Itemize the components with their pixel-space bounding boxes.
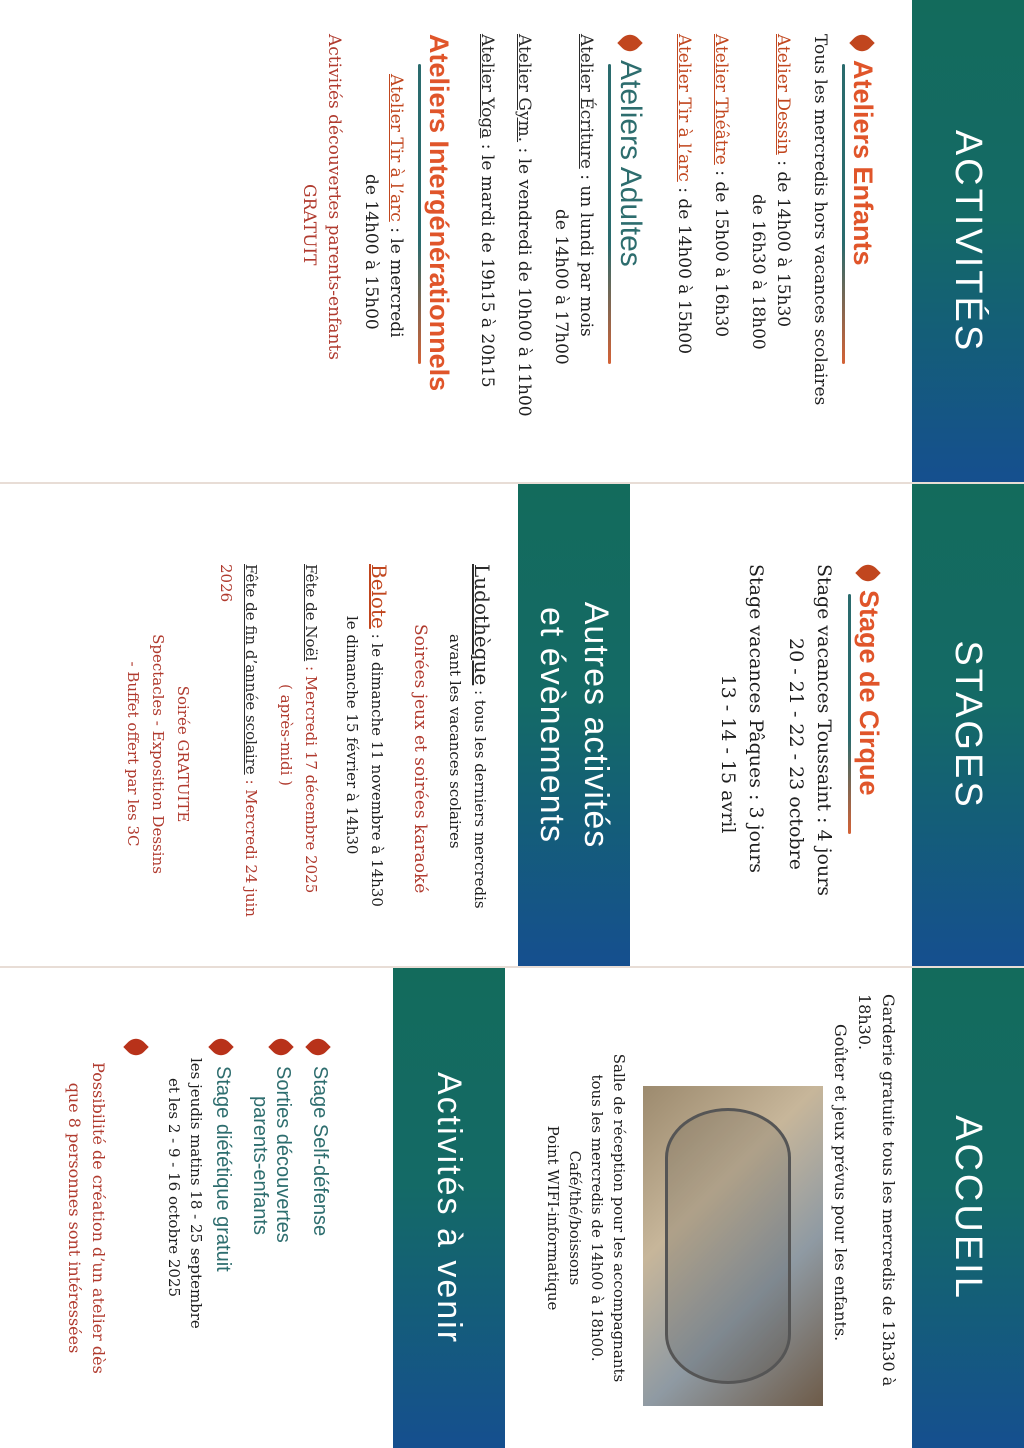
- enfants-heading: Ateliers Enfants: [847, 34, 878, 456]
- ludo-link[interactable]: Ludothèque: [470, 564, 494, 686]
- dessin-time2: de 16h30 à 18h00: [748, 194, 768, 350]
- trampoline-photo: [643, 1086, 823, 1406]
- stages-content: [717, 554, 900, 954]
- cirque-heading: Stage de Cirque: [853, 564, 884, 944]
- stages-title: STAGES: [947, 640, 990, 810]
- possibilite-item: [127, 1038, 149, 1438]
- ecriture-link[interactable]: Atelier Écriture: [576, 34, 596, 169]
- belote-link[interactable]: Belote: [367, 564, 391, 629]
- tir-link[interactable]: Atelier Tir à l’arc: [674, 34, 694, 182]
- leaf-icon: [123, 1034, 148, 1059]
- activites-content: [20, 20, 900, 470]
- diet-item: Stage diététique gratuit: [211, 1038, 234, 1438]
- accueil-title: ACCUEIL: [947, 1115, 990, 1301]
- accueil-title-band: [912, 968, 1024, 1448]
- self-defense-item: Stage Self-défense: [308, 1038, 331, 1438]
- gym-row: Atelier Gym. : le vendredi de 10h00 à 11h00: [514, 34, 534, 417]
- trampoline-shape: [665, 1108, 791, 1384]
- dessin-link[interactable]: Atelier Dessin: [773, 34, 793, 155]
- panel-stages: [0, 484, 1024, 966]
- leaf-icon: [856, 560, 881, 585]
- wifi-line: Point WIFI-informatique: [544, 1125, 562, 1311]
- avenir-title-band: [393, 968, 505, 1448]
- gym-link[interactable]: Atelier Gym.: [514, 34, 534, 143]
- decouverte-line2: GRATUIT: [299, 184, 319, 266]
- yoga-row: Atelier Yoga : le mardi de 19h15 à 20h15: [477, 34, 497, 388]
- autres-title-band: [518, 484, 630, 966]
- fin-link[interactable]: Fête de fin d’année scolaire: [242, 564, 260, 775]
- inter-tir-link[interactable]: Atelier Tir à l’arc: [386, 74, 406, 222]
- toussaint-line: Stage vacances Toussaint : 4 jours: [813, 564, 835, 897]
- leaf-icon: [268, 1034, 293, 1059]
- leaf-icon: [305, 1034, 330, 1059]
- theatre-link[interactable]: Atelier Théâtre: [711, 34, 731, 165]
- soirees-line: Soirées jeux et soirées karaoké: [410, 624, 430, 894]
- sorties-line1: Sorties découvertes: [272, 1066, 294, 1243]
- belote-text2: le dimanche 15 février à 14h30: [343, 616, 361, 855]
- possib-line1: Possibilité de création d’un atelier dès: [89, 1062, 108, 1374]
- leaf-icon: [617, 30, 642, 55]
- panel-accueil: [0, 968, 1024, 1448]
- tir-row: Atelier Tir à l’arc : de 14h00 à 15h00: [674, 34, 694, 355]
- noel-link[interactable]: Fête de Noël: [302, 564, 320, 662]
- toussaint-dates: 20 - 21 - 22 - 23 octobre: [785, 638, 807, 870]
- heading-underline: [848, 594, 851, 834]
- heading-underline: [842, 64, 845, 364]
- leaf-icon: [208, 1034, 233, 1059]
- ecriture-time2: de 14h00 à 17h00: [551, 209, 571, 365]
- dessin-row: Atelier Dessin : de 14h00 à 15h30: [773, 34, 793, 328]
- noel-note: ( après-midi ): [277, 684, 295, 787]
- ludo-text2: avant les vacances scolaires: [446, 634, 464, 849]
- decouverte-line1: Activités découvertes parents-enfants: [324, 34, 344, 360]
- diet-line2: et les 2 - 9 - 16 octobre 2025: [165, 1078, 183, 1298]
- accueil-garderie: [831, 988, 900, 1428]
- stages-title-band: [912, 484, 1024, 966]
- enfants-intro: Tous les mercredis hors vacances scolaires: [810, 34, 830, 406]
- activites-title-band: [912, 0, 1024, 483]
- autres-content: [124, 554, 500, 954]
- noel-row: Fête de Noël : Mercredi 17 décembre 2025: [302, 564, 320, 894]
- sorties-item: [248, 1038, 294, 1438]
- salle-line2: tous les mercredis de 14h00 à 18h00.: [588, 1074, 606, 1362]
- adultes-heading: Ateliers Adultes: [613, 34, 647, 456]
- leaf-icon: [850, 30, 875, 55]
- autres-title-line2: et évènements: [533, 606, 571, 844]
- inter-tir-time2: de 14h00 à 15h00: [361, 174, 381, 330]
- soiree-gratuite: Soirée GRATUITE: [174, 685, 192, 823]
- spectacles-line: Spectacles - Exposition Dessins: [149, 634, 167, 874]
- fin-row: Fête de fin d’année scolaire : Mercredi 24 juin 2026: [217, 564, 260, 917]
- activites-title: ACTIVITÉS: [947, 129, 990, 354]
- heading-underline: [608, 64, 611, 364]
- garderie-line1: Garderie gratuite tous les mercredis de 13h30 à 18h30.: [855, 994, 898, 1387]
- ecriture-row: Atelier Écriture : un lundi par mois: [576, 34, 596, 337]
- cafe-line: Café/thé/boissons: [566, 1150, 584, 1286]
- panel-activites: [0, 0, 1024, 483]
- possibilite-text: [50, 1018, 110, 1418]
- inter-heading: Ateliers Intergénérationnels: [424, 34, 454, 392]
- salle-line1: Salle de réception pour les accompagnants: [610, 1053, 628, 1383]
- belote-row: Belote : le dimanche 11 novembre à 14h30: [367, 564, 391, 907]
- paques-line: Stage vacances Pâques : 3 jours: [745, 564, 767, 874]
- garderie-line2: Goûter et jeux prévus pour les enfants.: [831, 1024, 850, 1342]
- possib-line2: que 8 personnes sont intéressées: [65, 1082, 84, 1354]
- heading-underline: [418, 64, 421, 364]
- buffet-line: - Buffet offert par les 3C: [124, 661, 142, 847]
- autres-title-line1: Autres activités: [577, 601, 615, 849]
- ludo-row: Ludothèque : tous les derniers mercredis: [470, 564, 494, 909]
- theatre-row: Atelier Théâtre : de 15h00 à 16h30: [711, 34, 731, 338]
- avenir-title: Activités à venir: [430, 1071, 469, 1345]
- diet-line1: les jeudis matins 18 - 25 septembre: [187, 1058, 205, 1329]
- paques-dates: 13 - 14 - 15 avril: [717, 674, 739, 834]
- sorties-line2: parents-enfants: [249, 1096, 271, 1235]
- yoga-link[interactable]: Atelier Yoga: [477, 34, 497, 139]
- inter-tir-row: Atelier Tir à l’arc : le mercredi: [386, 74, 406, 338]
- accueil-salle: [520, 1018, 630, 1418]
